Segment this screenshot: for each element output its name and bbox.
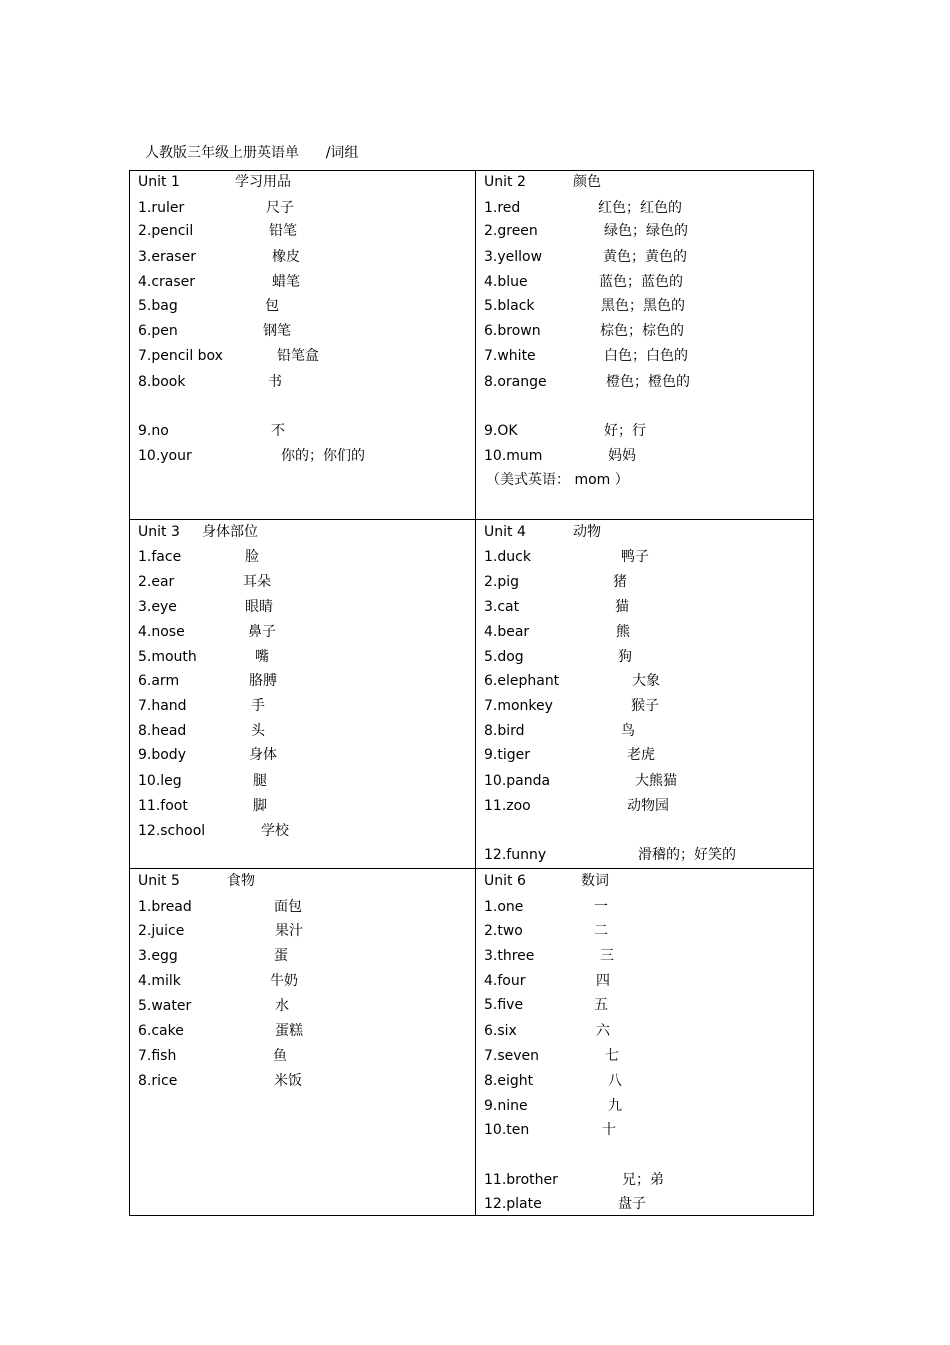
chinese-meaning: 妈妈 (608, 448, 636, 464)
english-word: 7.hand (138, 698, 187, 714)
english-word: 2.green (484, 223, 538, 239)
chinese-meaning: 绿色；绿色的 (604, 223, 688, 239)
unit-heading: Unit 3 (138, 524, 180, 540)
chinese-meaning: 红色；红色的 (598, 200, 682, 216)
english-word: 10.your (138, 448, 192, 464)
english-word: 10.panda (484, 773, 551, 789)
chinese-meaning: 四 (596, 973, 610, 989)
unit-topic: 食物 (227, 873, 255, 889)
english-word: 5.five (484, 997, 524, 1013)
chinese-meaning: 眼睛 (245, 599, 273, 615)
chinese-meaning: 好；行 (604, 423, 646, 439)
unit-heading: Unit 5 (138, 873, 180, 889)
chinese-meaning: 兄；弟 (622, 1172, 664, 1188)
unit-topic: 动物 (573, 524, 601, 540)
english-word: 6.pen (138, 323, 178, 339)
unit-topic: 身体部位 (202, 524, 258, 540)
chinese-meaning: 七 (605, 1048, 619, 1064)
chinese-meaning: 橡皮 (272, 249, 300, 265)
chinese-meaning: 猴子 (631, 698, 659, 714)
english-word: 9.nine (484, 1098, 528, 1114)
english-word: 7.pencil box (138, 348, 223, 364)
chinese-meaning: 十 (602, 1122, 616, 1138)
chinese-meaning: 牛奶 (270, 973, 298, 989)
chinese-meaning: 大熊猫 (635, 773, 677, 789)
chinese-meaning: 嘴 (255, 649, 269, 665)
chinese-meaning: 蜡笔 (272, 274, 300, 290)
chinese-meaning: 手 (251, 698, 265, 714)
american-english-note: （美式英语： mom ） (486, 472, 629, 488)
english-word: 3.eraser (138, 249, 196, 265)
chinese-meaning: 猫 (615, 599, 629, 615)
chinese-meaning: 米饭 (274, 1073, 302, 1089)
chinese-meaning: 尺子 (266, 200, 294, 216)
chinese-meaning: 脸 (245, 549, 259, 565)
english-word: 2.ear (138, 574, 175, 590)
chinese-meaning: 老虎 (627, 747, 655, 763)
english-word: 8.eight (484, 1073, 534, 1089)
chinese-meaning: 铅笔 (269, 223, 297, 239)
english-word: 6.cake (138, 1023, 184, 1039)
english-word: 3.cat (484, 599, 520, 615)
english-word: 9.OK (484, 423, 518, 439)
english-word: 8.orange (484, 374, 547, 390)
chinese-meaning: 蛋糕 (275, 1023, 303, 1039)
unit-topic: 学习用品 (235, 174, 291, 190)
chinese-meaning: 大象 (632, 673, 660, 689)
unit-topic: 颜色 (573, 174, 601, 190)
unit-topic: 数词 (581, 873, 609, 889)
chinese-meaning: 滑稽的；好笑的 (638, 847, 736, 863)
english-word: 6.arm (138, 673, 180, 689)
chinese-meaning: 盘子 (618, 1196, 646, 1212)
english-word: 6.brown (484, 323, 541, 339)
chinese-meaning: 黑色；黑色的 (601, 298, 685, 314)
unit-heading: Unit 2 (484, 174, 526, 190)
chinese-meaning: 动物园 (627, 798, 669, 814)
unit-heading: Unit 1 (138, 174, 180, 190)
chinese-meaning: 胳膊 (249, 673, 277, 689)
english-word: 1.duck (484, 549, 531, 565)
chinese-meaning: 鱼 (273, 1048, 287, 1064)
english-word: 5.black (484, 298, 535, 314)
chinese-meaning: 面包 (274, 899, 302, 915)
english-word: 5.water (138, 998, 192, 1014)
row-divider (130, 868, 813, 869)
english-word: 1.red (484, 200, 521, 216)
english-word: 8.head (138, 723, 187, 739)
english-word: 4.bear (484, 624, 530, 640)
english-word: 9.no (138, 423, 169, 439)
chinese-meaning: 腿 (253, 773, 267, 789)
chinese-meaning: 猪 (613, 574, 627, 590)
chinese-meaning: 橙色；橙色的 (606, 374, 690, 390)
english-word: 5.mouth (138, 649, 197, 665)
chinese-meaning: 三 (600, 948, 614, 964)
chinese-meaning: 鸭子 (621, 549, 649, 565)
english-word: 7.monkey (484, 698, 553, 714)
chinese-meaning: 学校 (261, 823, 289, 839)
chinese-meaning: 铅笔盒 (277, 348, 319, 364)
document-title: 人教版三年级上册英语单 /词组 (145, 145, 359, 161)
english-word: 1.ruler (138, 200, 185, 216)
english-word: 1.bread (138, 899, 192, 915)
chinese-meaning: 头 (251, 723, 265, 739)
chinese-meaning: 果汁 (275, 923, 303, 939)
chinese-meaning: 熊 (616, 624, 630, 640)
chinese-meaning: 六 (596, 1023, 610, 1039)
english-word: 8.bird (484, 723, 525, 739)
chinese-meaning: 身体 (249, 747, 277, 763)
chinese-meaning: 鸟 (621, 723, 635, 739)
english-word: 4.four (484, 973, 526, 989)
chinese-meaning: 黄色；黄色的 (603, 249, 687, 265)
chinese-meaning: 你的；你们的 (281, 448, 365, 464)
chinese-meaning: 一 (594, 899, 608, 915)
row-divider (130, 519, 813, 520)
english-word: 12.plate (484, 1196, 542, 1212)
chinese-meaning: 包 (265, 298, 279, 314)
english-word: 7.fish (138, 1048, 177, 1064)
english-word: 2.two (484, 923, 523, 939)
english-word: 12.funny (484, 847, 547, 863)
chinese-meaning: 钢笔 (263, 323, 291, 339)
vocabulary-table (129, 170, 814, 1216)
english-word: 7.white (484, 348, 536, 364)
english-word: 2.pencil (138, 223, 194, 239)
chinese-meaning: 白色；白色的 (604, 348, 688, 364)
chinese-meaning: 鼻子 (248, 624, 276, 640)
unit-heading: Unit 4 (484, 524, 526, 540)
english-word: 5.bag (138, 298, 178, 314)
chinese-meaning: 二 (594, 923, 608, 939)
chinese-meaning: 不 (271, 423, 285, 439)
chinese-meaning: 棕色；棕色的 (600, 323, 684, 339)
english-word: 12.school (138, 823, 206, 839)
english-word: 6.elephant (484, 673, 560, 689)
english-word: 9.tiger (484, 747, 530, 763)
chinese-meaning: 八 (608, 1073, 622, 1089)
english-word: 11.foot (138, 798, 188, 814)
english-word: 10.mum (484, 448, 543, 464)
english-word: 3.three (484, 948, 535, 964)
english-word: 3.yellow (484, 249, 543, 265)
english-word: 1.one (484, 899, 524, 915)
english-word: 9.body (138, 747, 186, 763)
english-word: 7.seven (484, 1048, 540, 1064)
chinese-meaning: 蓝色；蓝色的 (599, 274, 683, 290)
english-word: 4.milk (138, 973, 181, 989)
chinese-meaning: 狗 (618, 649, 632, 665)
english-word: 6.six (484, 1023, 517, 1039)
english-word: 3.egg (138, 948, 178, 964)
english-word: 4.nose (138, 624, 185, 640)
english-word: 8.rice (138, 1073, 178, 1089)
unit-heading: Unit 6 (484, 873, 526, 889)
english-word: 2.juice (138, 923, 185, 939)
chinese-meaning: 蛋 (274, 948, 288, 964)
english-word: 10.ten (484, 1122, 530, 1138)
english-word: 5.dog (484, 649, 524, 665)
chinese-meaning: 书 (268, 374, 282, 390)
chinese-meaning: 脚 (253, 798, 267, 814)
chinese-meaning: 九 (608, 1098, 622, 1114)
chinese-meaning: 五 (594, 997, 608, 1013)
english-word: 4.craser (138, 274, 196, 290)
english-word: 3.eye (138, 599, 177, 615)
english-word: 2.pig (484, 574, 520, 590)
english-word: 10.leg (138, 773, 182, 789)
column-divider (475, 171, 476, 1215)
chinese-meaning: 耳朵 (243, 574, 271, 590)
english-word: 11.zoo (484, 798, 531, 814)
english-word: 11.brother (484, 1172, 558, 1188)
english-word: 1.face (138, 549, 182, 565)
english-word: 4.blue (484, 274, 528, 290)
english-word: 8.book (138, 374, 186, 390)
chinese-meaning: 水 (275, 998, 289, 1014)
